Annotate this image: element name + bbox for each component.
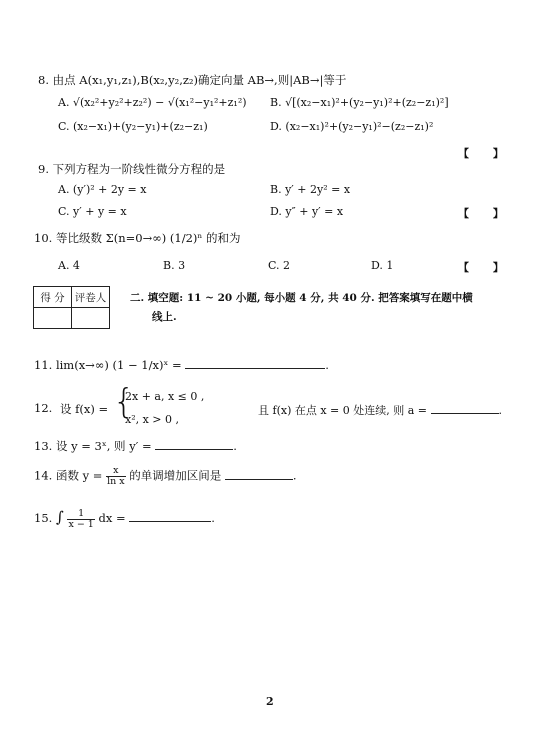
q8-option-c: C. (x₂−x₁)+(y₂−y₁)+(z₂−z₁) — [58, 120, 208, 133]
q9-answer-bracket: 【 】 — [458, 207, 514, 220]
q10-answer-bracket: 【 】 — [458, 261, 514, 274]
q8-option-b: B. √[(x₂−x₁)²+(y₂−y₁)²+(z₂−z₁)²] — [270, 96, 449, 109]
q11-end: . — [325, 358, 329, 372]
page-number: 2 — [266, 695, 274, 708]
q8-option-a: A. √(x₂²+y₂²+z₂²) − √(x₁²−y₁²+z₁²) — [58, 96, 247, 109]
q10-option-d: D. 1 — [371, 259, 394, 272]
q13 — [34, 438, 237, 454]
q13-end: . — [233, 439, 237, 453]
q11-answer-blank[interactable] — [185, 358, 325, 369]
q10-option-c: C. 2 — [268, 259, 291, 272]
q9-option-b: B. y′ + 2y² = x — [270, 183, 351, 196]
q15 — [34, 508, 215, 530]
q14-end: . — [292, 468, 297, 483]
q15-number: 15. — [34, 511, 53, 525]
q12-answer-blank[interactable] — [431, 403, 499, 414]
q9-option-c: C. y′ + y = x — [58, 205, 127, 218]
q14-fraction — [106, 466, 126, 487]
q11 — [34, 358, 329, 372]
q12-number: 12. — [34, 401, 53, 415]
q15-end: . — [211, 511, 215, 525]
q14-number: 14. — [34, 468, 53, 483]
q12-end: . — [498, 404, 503, 417]
q13-number: 13. — [34, 439, 53, 453]
q12-tail-text: 且 f(x) 在点 x = 0 处连续, 则 a = — [258, 404, 428, 417]
q14-numerator: x — [106, 466, 126, 477]
q12-lead: 设 f(x) = — [60, 402, 109, 416]
q15-numerator: 1 — [67, 509, 94, 520]
q8-stem: 8. 由点 A(x₁,y₁,z₁),B(x₂,y₂,z₂)确定向量 AB→,则|AB→|等于 — [38, 73, 347, 87]
q15-integral-sign: ∫ — [55, 508, 64, 526]
q14-lead: 函数 y = — [55, 468, 103, 483]
q15-answer-blank[interactable] — [129, 511, 211, 522]
q14-tail: 的单调增加区间是 — [129, 468, 222, 483]
q15-tail: dx = — [98, 511, 126, 525]
q10-option-a: A. 4 — [58, 259, 80, 272]
q13-answer-blank[interactable] — [155, 439, 233, 450]
q15-fraction — [67, 509, 94, 530]
score-label: 得 分 — [34, 287, 72, 308]
q11-text: lim(x→∞) (1 − 1/x)ˣ = — [55, 358, 182, 372]
q13-text: 设 y = 3ˣ, 则 y′ = — [55, 439, 152, 453]
section2-instructions-line2: 线上. — [152, 311, 177, 323]
score-box — [33, 286, 110, 329]
q8-answer-bracket: 【 】 — [458, 147, 514, 160]
q14-answer-blank[interactable] — [225, 469, 293, 480]
q12-case2: x², x > 0 , — [125, 413, 180, 426]
q10-option-b: B. 3 — [163, 259, 186, 272]
q9-stem: 9. 下列方程为一阶线性微分方程的是 — [38, 162, 226, 176]
q10-stem: 10. 等比级数 Σ(n=0→∞) (1/2)ⁿ 的和为 — [34, 231, 241, 245]
q11-number: 11. — [34, 358, 53, 372]
q14 — [34, 466, 297, 487]
score-cell[interactable] — [34, 308, 72, 329]
section2-instructions-line1: 二. 填空题: 11 ~ 20 小题, 每小题 4 分, 共 40 分. 把答案填写在题中横 — [130, 292, 473, 304]
grader-label: 评卷人 — [72, 287, 110, 308]
q9-option-a: A. (y′)² + 2y = x — [58, 183, 147, 196]
q15-denominator: x − 1 — [68, 518, 94, 530]
q14-denominator: ln x — [107, 476, 125, 487]
q12-brace: { — [113, 382, 135, 422]
q8-option-d: D. (x₂−x₁)²+(y₂−y₁)²−(z₂−z₁)² — [270, 120, 434, 133]
q12-case1: 2x + a, x ≤ 0 , — [125, 390, 205, 403]
q12-tail[interactable] — [258, 402, 502, 418]
q9-option-d: D. y″ + y′ = x — [270, 205, 344, 218]
grader-cell[interactable] — [72, 308, 110, 329]
